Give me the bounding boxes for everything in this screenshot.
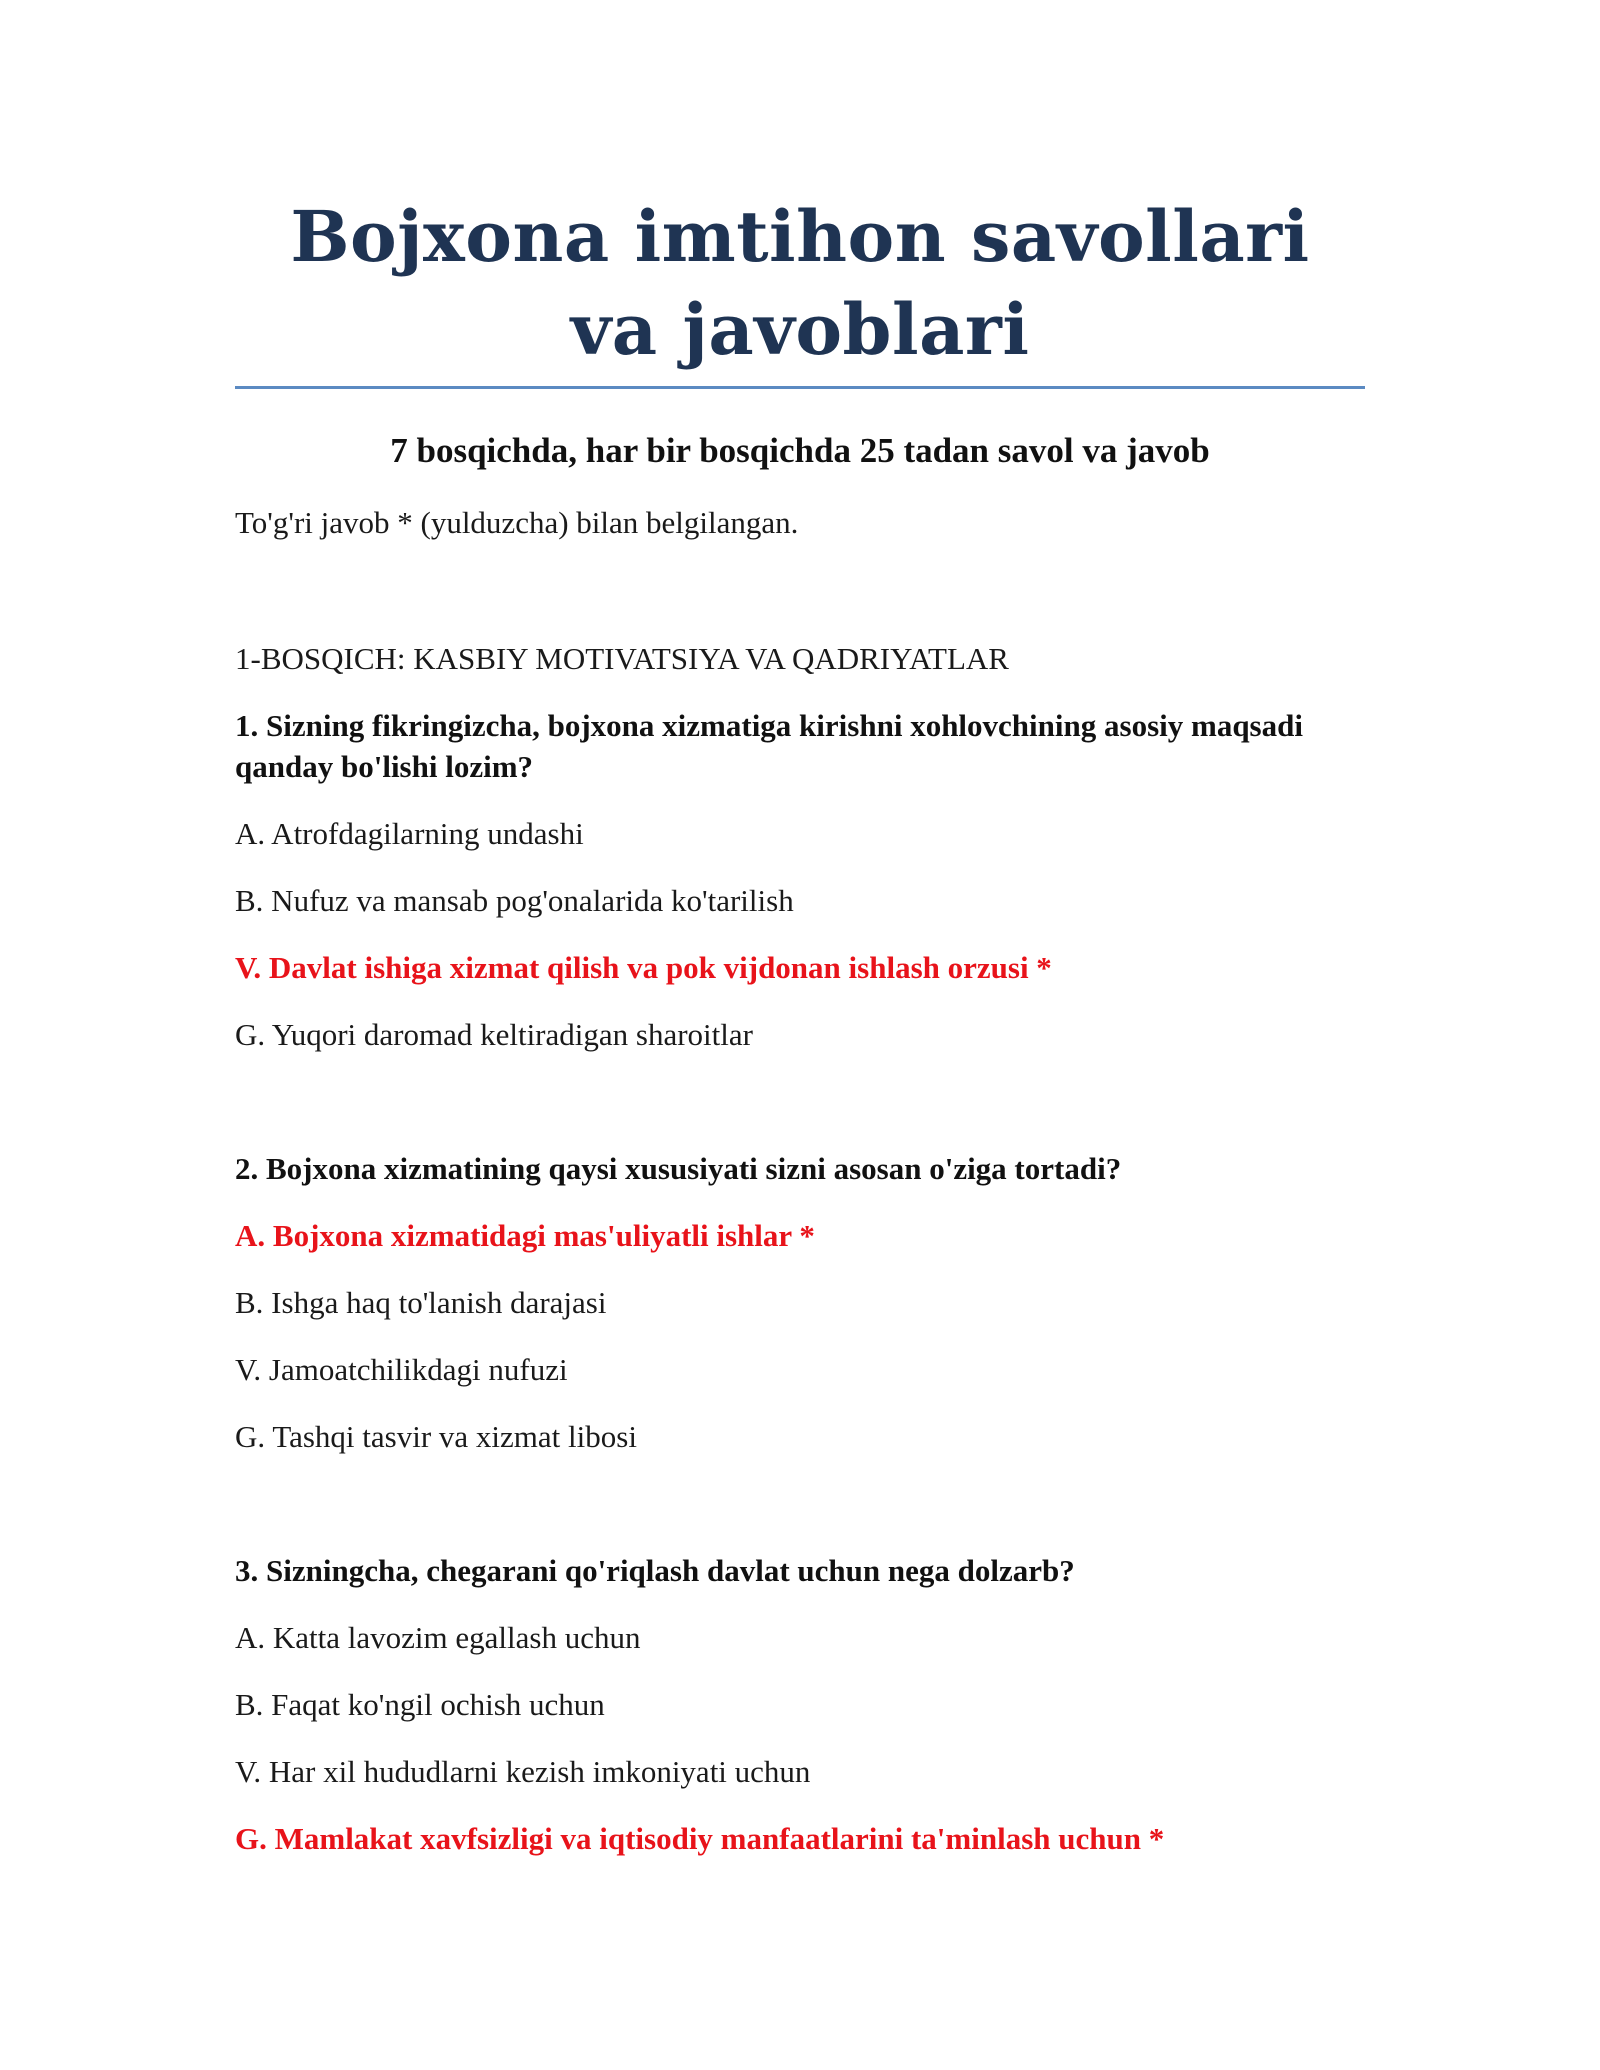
answer-option-correct: G. Mamlakat xavfsizligi va iqtisodiy manfaatlarini ta'minlash uchun *	[235, 1821, 1165, 1856]
answer-key-note: To'g'ri javob * (yulduzcha) bilan belgilangan.	[235, 505, 799, 540]
answer-option: G. Tashqi tasvir va xizmat libosi	[235, 1419, 637, 1454]
answer-option: G. Yuqori daromad keltiradigan sharoitlar	[235, 1017, 753, 1052]
title-divider	[235, 386, 1365, 389]
answer-option: V. Har xil hududlarni kezish imkoniyati uchun	[235, 1754, 811, 1789]
answer-option: B. Nufuz va mansab pog'onalarida ko'tarilish	[235, 883, 794, 918]
section-heading: 1-BOSQICH: KASBIY MOTIVATSIYA VA QADRIYATLAR	[235, 641, 1009, 676]
answer-option: B. Faqat ko'ngil ochish uchun	[235, 1687, 605, 1722]
answer-option: B. Ishga haq to'lanish darajasi	[235, 1285, 607, 1320]
spacer	[235, 1457, 1365, 1550]
answer-option: V. Jamoatchilikdagi nufuzi	[235, 1352, 568, 1387]
question-text: 1. Sizning fikringizcha, bojxona xizmatiga kirishni xohlovchining asosiy maqsadi qanday bo'lishi lozim?	[235, 708, 1303, 784]
answer-option-correct: A. Bojxona xizmatidagi mas'uliyatli ishlar *	[235, 1218, 815, 1253]
document-subtitle: 7 bosqichda, har bir bosqichda 25 tadan savol va javob	[390, 431, 1210, 470]
answer-option-correct: V. Davlat ishiga xizmat qilish va pok vijdonan ishlash orzusi *	[235, 950, 1052, 985]
question-block-3	[235, 1457, 1365, 1859]
question-text: 2. Bojxona xizmatining qaysi xususiyati sizni asosan o'ziga tortadi?	[235, 1151, 1122, 1186]
document-page	[235, 0, 1365, 1859]
spacer	[235, 1055, 1365, 1148]
question-text: 3. Sizningcha, chegarani qo'riqlash davlat uchun nega dolzarb?	[235, 1553, 1075, 1588]
document-title: Bojxona imtihon savollari va javoblari	[290, 195, 1310, 371]
question-block-1	[235, 705, 1365, 1055]
answer-option: A. Katta lavozim egallash uchun	[235, 1620, 641, 1655]
question-block-2	[235, 1055, 1365, 1457]
answer-option: A. Atrofdagilarning undashi	[235, 816, 584, 851]
